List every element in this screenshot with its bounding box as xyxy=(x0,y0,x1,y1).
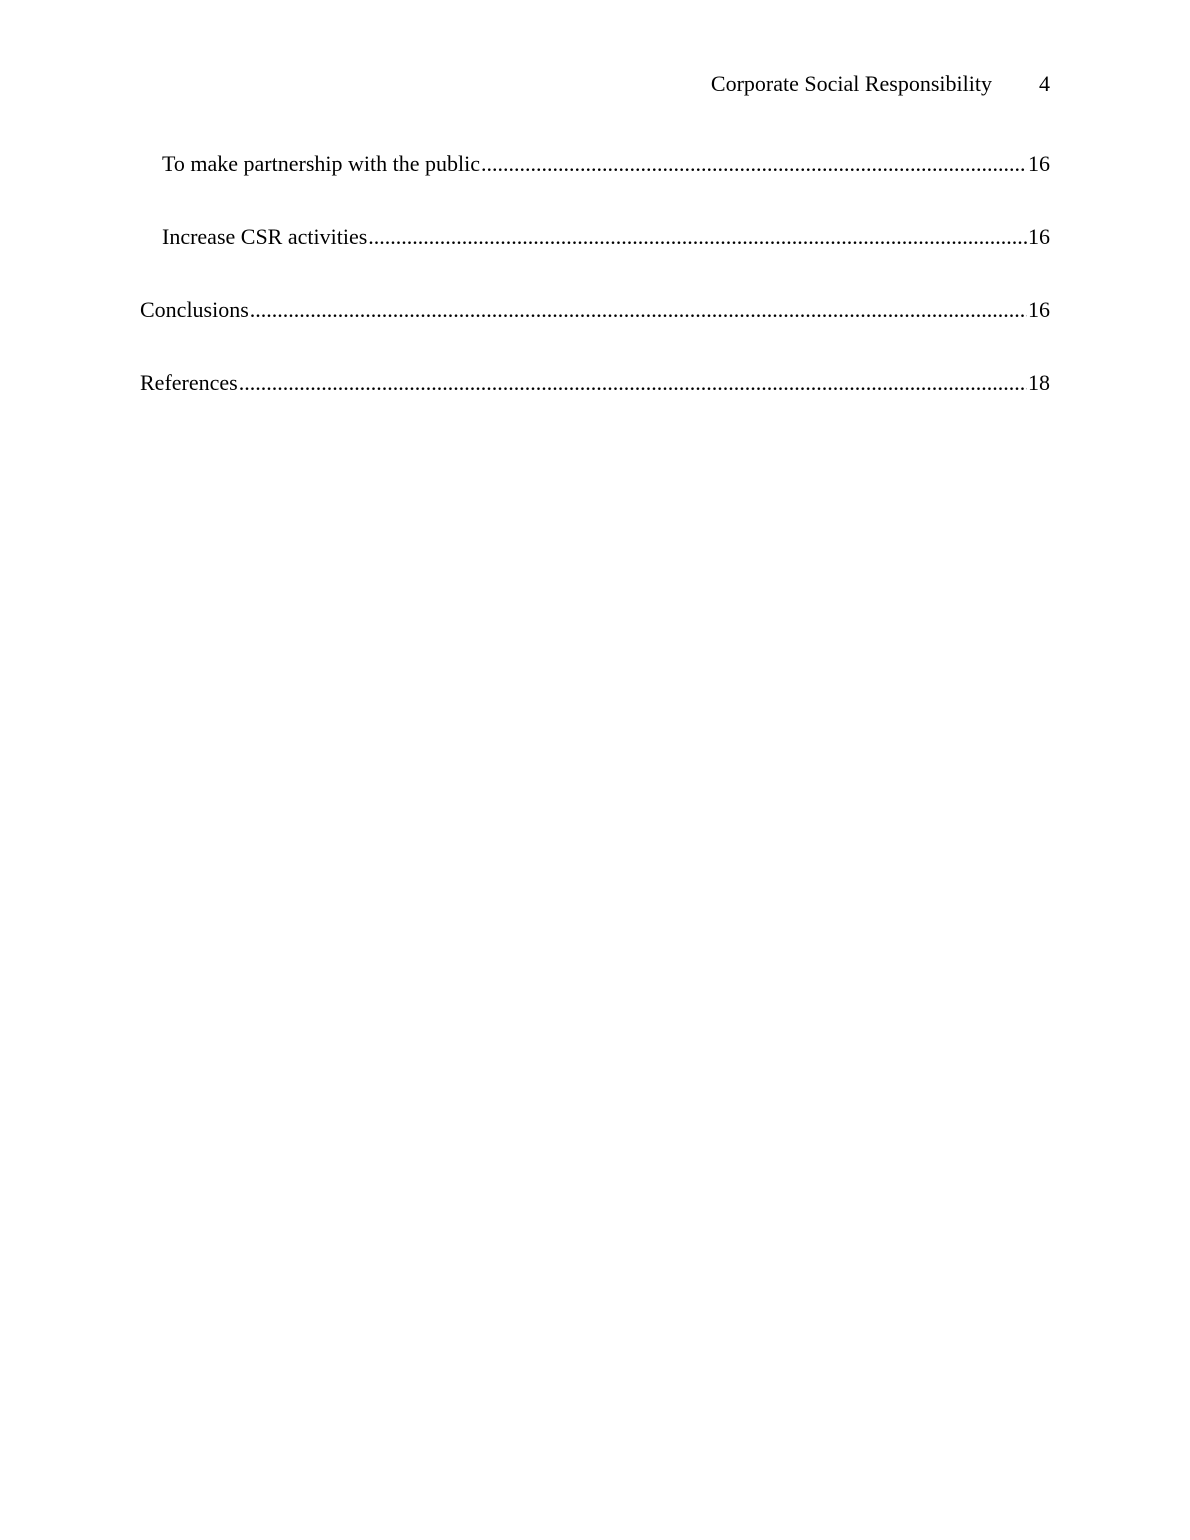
toc-entry-references[interactable] xyxy=(140,368,1050,398)
toc-entry-page: 16 xyxy=(1028,151,1050,176)
header-page-number: 4 xyxy=(1039,71,1050,96)
header-title: Corporate Social Responsibility xyxy=(710,71,992,96)
toc-dot-leader xyxy=(368,222,1027,252)
toc-entry-page: 18 xyxy=(1028,370,1050,395)
toc-entry-conclusions[interactable] xyxy=(140,295,1050,325)
toc-entry-text: To make partnership with the public xyxy=(162,151,480,176)
toc-dot-leader xyxy=(250,295,1027,325)
table-of-contents xyxy=(140,149,1050,441)
toc-entry-partnership-with-public[interactable] xyxy=(140,149,1050,179)
toc-entry-increase-csr-activities[interactable] xyxy=(140,222,1050,252)
toc-dot-leader xyxy=(239,368,1027,398)
toc-entry-page: 16 xyxy=(1028,297,1050,322)
running-header xyxy=(140,70,1050,98)
toc-entry-text: References xyxy=(140,370,238,395)
toc-entry-page: 16 xyxy=(1028,224,1050,249)
toc-entry-text: Conclusions xyxy=(140,297,249,322)
toc-entry-text: Increase CSR activities xyxy=(162,224,368,249)
toc-dot-leader xyxy=(481,149,1027,179)
